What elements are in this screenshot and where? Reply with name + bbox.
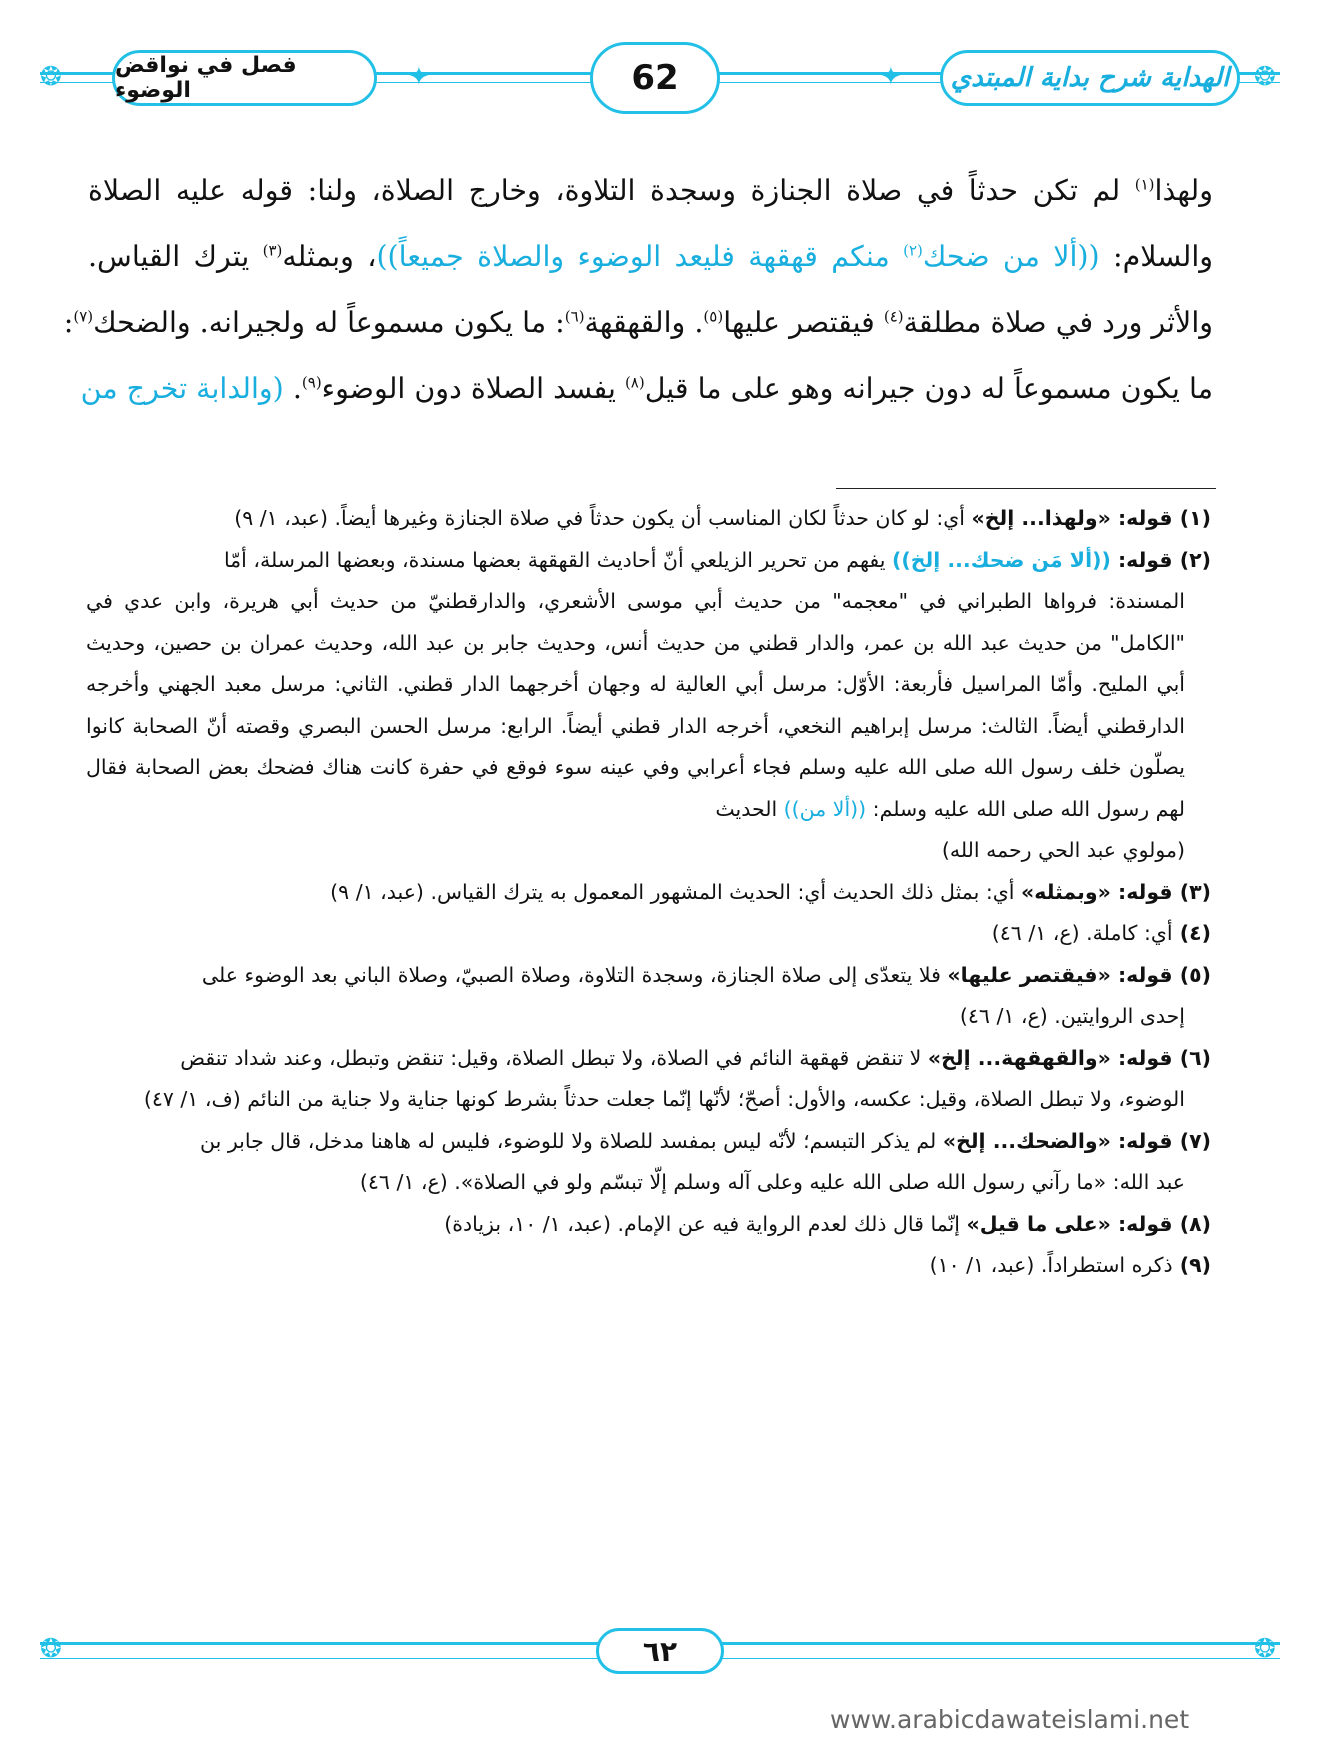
footnote-6: (٦) قوله: «والقهقهة... إلخ» لا تنقض قهقهة النائم في الصلاة، ولا تبطل الصلاة، وقيل: تنقض وتبطل، وعند شداد تنقض الوضوء، ولا تبطل الصلاة، وقيل: عكسه، والأول: أصحّ؛ لأنّها إنّما جعلت حدثاً بشرط كونها جناية ولا جناية من النائم (ف، ١/ ٤٧) [86,1038,1211,1121]
footnote-5: (٥) قوله: «فيقتصر عليها» فلا يتعدّى إلى صلاة الجنازة، وسجدة التلاوة، وصلاة الصبيّ، وصلاة الباني بعد الوضوء على إحدى الروايتين. (ع، ١/ ٤٦) [86,955,1211,1038]
ornament-icon: ✦ [408,62,430,92]
ornament-icon: ❂ [1254,1634,1276,1664]
page-number: 62 [590,42,720,114]
ornament-icon: ❂ [1254,62,1276,92]
footnote-7: (٧) قوله: «والضحك... إلخ» لم يذكر التبسم؛ لأنّه ليس بمفسد للصلاة ولا للوضوء، فليس له هاهنا مدخل، قال جابر بن عبد الله: «ما رآني رسول الله صلى الله عليه وعلى آله وسلم إلّا تبسّم ولو في الصلاة». (ع، ١/ ٤٦) [86,1121,1211,1204]
main-line-3: والأثر ورد في صلاة مطلقة$^{(٤)}$ فيقتصر عليها$^{(٥)}$. والقهقهة$^{(٦)}$: ما يكون مسموعاً له ولجيرانه. والضحك$^{(٧)}$: [63,306,1213,339]
footnote-2: (٢) قوله: ((ألا مَن ضحك... إلخ)) يفهم من تحرير الزيلعي أنّ أحاديث القهقهة بعضها مسندة، وبعضها المرسلة، أمّا المسندة: فرواها الطبراني في "معجمه" من حديث أبي موسى الأشعري، والدارقطنيّ من حديث أبي هريرة، وابن عدي في "الكامل" من حديث عبد الله بن عمر، والدار قطني من حديث أنس، وحديث جابر بن عبد الله، وحديث عمران بن حصين، وحديث أبي المليح. وأمّا المراسيل فأربعة: الأوّل: مرسل أبي العالية له وجهان أخرجهما الدار قطني. الثاني: مرسل معبد الجهني وأخرجه الدارقطني أيضاً. الثالث: مرسل إبراهيم النخعي، أخرجه الدار قطني أيضاً. الرابع: مرسل الحسن البصري وقصته أنّ الصحابة كانوا يصلّون خلف رسول الله صلى الله عليه وسلم فجاء أعرابي وفي عينه سوء فوقع في حفرة كانت هناك فضحك بعض الصحابة فقال لهم رسول الله صلى الله عليه وسلم: ((ألا من)) الحديث (مولوي عبد الحي رحمه الله) [86,540,1211,872]
main-line-4: ما يكون مسموعاً له دون جيرانه وهو على ما قيل$^{(٨)}$ يفسد الصلاة دون الوضوء$^{(٩)}$. (والدابة تخرج من [80,372,1213,405]
footnote-3: (٣) قوله: «وبمثله» أي: بمثل ذلك الحديث أي: الحديث المشهور المعمول به يترك القياس. (عبد، ١/ ٩) [330,879,1211,904]
ornament-icon: ❂ [40,1634,62,1664]
hadith-text: ((ألا من ضحك$^{(٢)}$ منكم قهقهة فليعد الوضوء والصلاة جميعاً)) [376,240,1100,273]
footnote-9: (٩) ذكره استطراداً. (عبد، ١/ ١٠) [929,1253,1211,1277]
footer-page-number: ٦٢ [596,1628,724,1674]
footnote-1: (١) قوله: «ولهذا... إلخ» أي: لو كان حدثاً لكان المناسب أن يكون حدثاً في صلاة الجنازة وغيرها أيضاً. (عبد، ١/ ٩) [234,506,1211,530]
footnote-5-continuation: إحدى الروايتين. (ع، ١/ ٤٦) [959,1004,1185,1028]
chapter-title: فصل في نواقض الوضوء [112,50,377,106]
footnotes [86,498,1211,1287]
matn-continuation: (والدابة تخرج من [80,372,284,405]
main-text [63,158,1214,422]
footnote-8: (٨) قوله: «على ما قيل» إنّما قال ذلك لعدم الرواية فيه عن الإمام. (عبد، ١/ ١٠، بزيادة) [444,1211,1211,1236]
footnote-4: (٤) أي: كاملة. (ع، ١/ ٤٦) [991,921,1211,945]
footnote-7-continuation: عبد الله: «ما رآني رسول الله صلى الله عليه وعلى آله وسلم إلّا تبسّم ولو في الصلاة». (ع، ١/ ٤٦) [359,1170,1185,1194]
main-line-2: والسلام: ((ألا من ضحك$^{(٢)}$ منكم قهقهة فليعد الوضوء والصلاة جميعاً))، وبمثله$^{(٣)}$ يترك القياس. [88,240,1214,273]
website-url[interactable]: www.arabicdawateislami.net [830,1705,1190,1734]
ornament-icon: ❂ [40,62,62,92]
main-line-1: ولهذا$^{(١)}$ لم تكن حدثاً في صلاة الجنازة وسجدة التلاوة، وخارج الصلاة، ولنا: قوله عليه الصلاة [88,174,1213,207]
ornament-icon: ✦ [880,62,902,92]
footnote-2-continuation: المسندة: فرواها الطبراني في "معجمه" من حديث أبي موسى الأشعري، والدارقطنيّ من حديث أبي هريرة، وابن عدي في "الكامل" من حديث عبد الله بن عمر، والدار قطني من حديث أنس، وحديث جابر بن عبد الله، وحديث عمران بن حصين، وحديث أبي المليح. وأمّا المراسيل فأربعة: الأوّل: مرسل أبي العالية له وجهان أخرجهما الدار قطني. الثاني: مرسل معبد الجهني وأخرجه الدارقطني أيضاً. الثالث: مرسل إبراهيم النخعي، أخرجه الدار قطني أيضاً. الرابع: مرسل الحسن البصري وقصته أنّ الصحابة كانوا يصلّون خلف رسول الله صلى الله عليه وسلم فجاء أعرابي وفي عينه سوء فوقع في حفرة كانت هناك فضحك بعض الصحابة فقال لهم رسول الله صلى الله عليه وسلم: ((ألا من)) الحديث [86,589,1185,821]
footnote-2-signature: (مولوي عبد الحي رحمه الله) [941,838,1185,862]
book-title: الهداية شرح بداية المبتدي [940,50,1240,106]
footnote-separator [836,488,1216,489]
footnote-6-continuation: الوضوء، ولا تبطل الصلاة، وقيل: عكسه، والأول: أصحّ؛ لأنّها إنّما جعلت حدثاً بشرط كونها جناية ولا جناية من النائم (ف، ١/ ٤٧) [143,1087,1185,1111]
